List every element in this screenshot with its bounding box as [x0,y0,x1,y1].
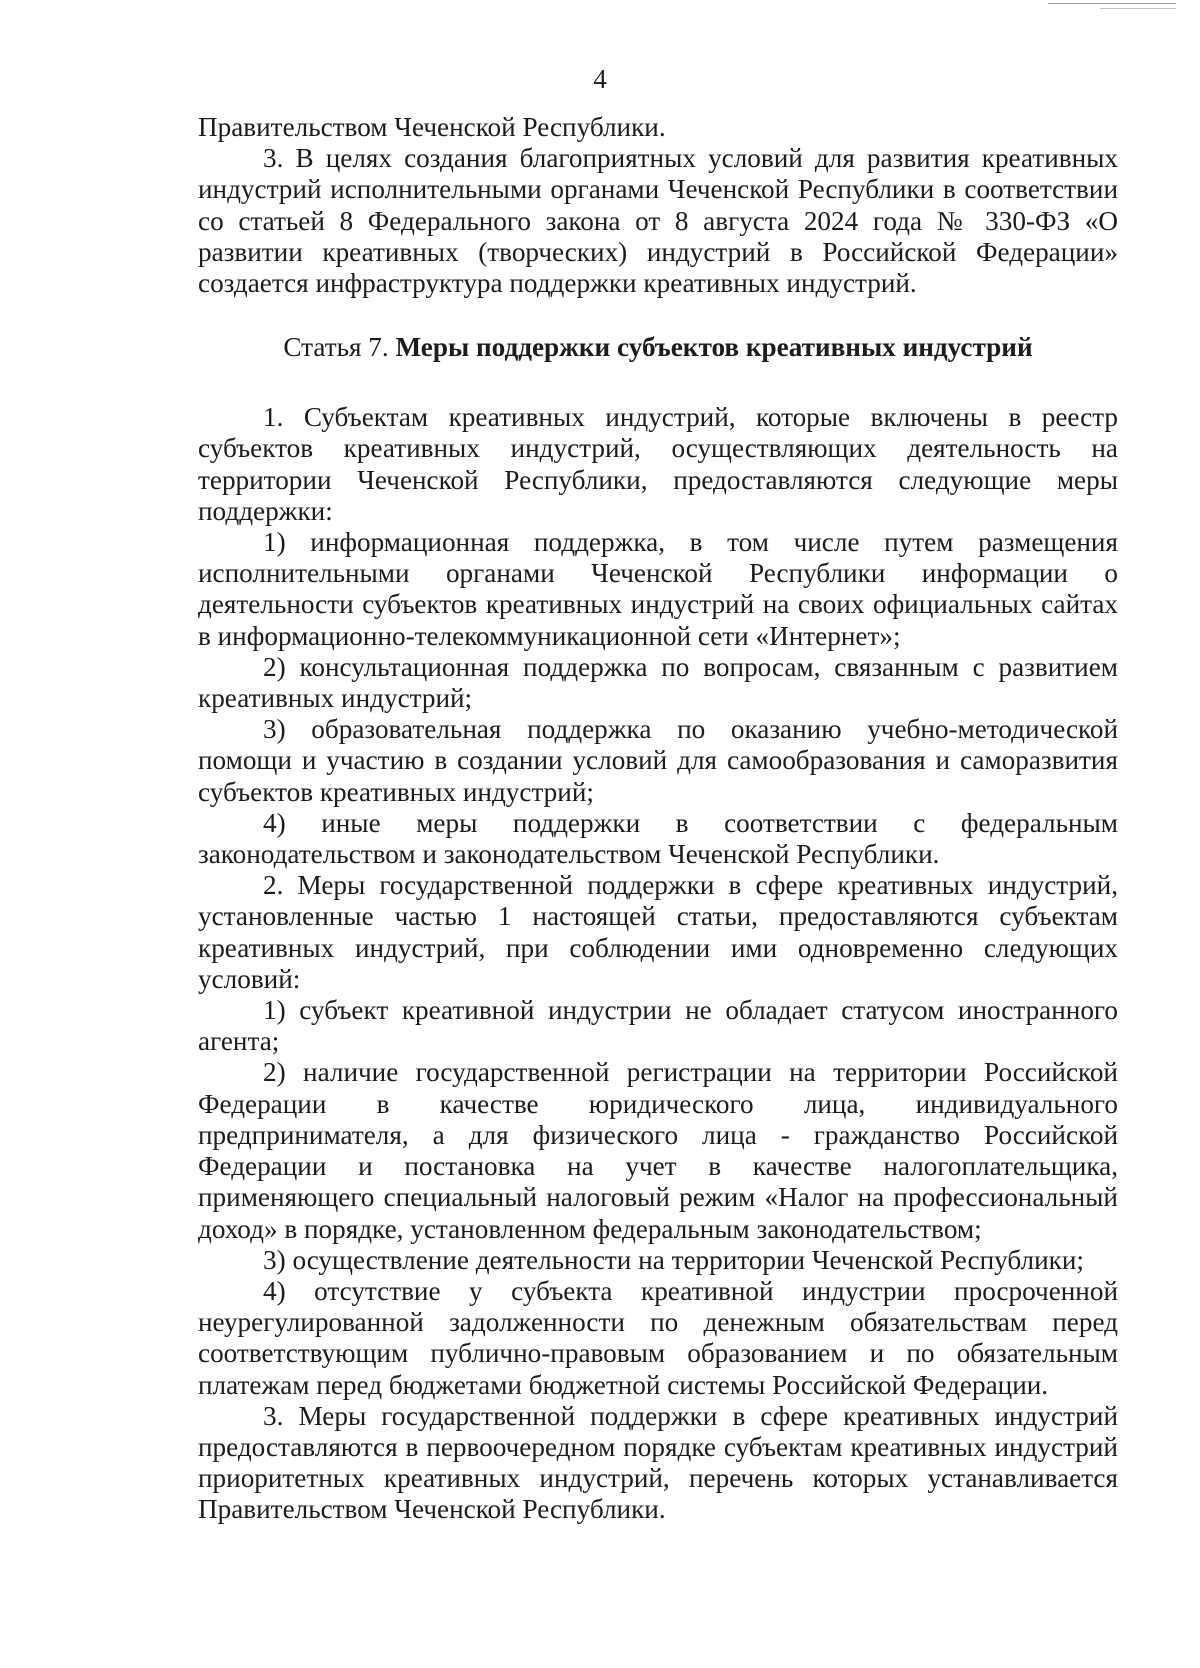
part-1-item-2: 2) консультационная поддержка по вопросам, связанным с развитием креативных индустрий; [198,651,1118,714]
part-1-item-4: 4) иные меры поддержки в соответствии с федеральным законодательством и законодательством Чеченской Республики. [198,807,1118,870]
document-body [198,112,1118,1526]
part-2-item-2: 2) наличие государственной регистрации на территории Российской Федерации в качестве юридического лица, индивидуального предпринимателя, а для физического лица - гражданство Российской Федерации и постановка на учет в качестве налогоплательщика, применяющего специальный налоговый режим «Налог на профессиональный доход» в порядке, установленном федеральным законодательством; [198,1057,1118,1244]
page-number: 4 [593,64,607,94]
scan-edge-line-secondary [1100,8,1176,9]
article-title: Меры поддержки субъектов креативных индустрий [395,332,1033,363]
intro-continuation: Правительством Чеченской Республики. [198,112,666,142]
scan-edge-line [1048,3,1176,4]
part-2-item-3: 3) осуществление деятельности на территории Чеченской Республики; [263,1244,1084,1275]
part-2-item-4: 4) отсутствие у субъекта креативной индустрии просроченной неурегулированной задолженности по денежным обязательствам перед соответствующим публично-правовым образованием и по обязательным платежам перед бюджетами бюджетной системы Российской Федерации. [198,1275,1118,1400]
part-3-text: 3. Меры государственной поддержки в сфере креативных индустрий предоставляются в первоочередном порядке субъектам креативных индустрий приоритетных креативных индустрий, перечень которых устанавливается Правительством Чеченской Республики. [198,1400,1118,1525]
clause-3-prev: 3. В целях создания благоприятных условий для развития креативных индустрий исполнительными органами Чеченской Республики в соответствии со статьей 8 Федерального закона от 8 августа 2024 года № 330-ФЗ «О развитии креативных (творческих) индустрий в Российской Федерации» создается инфраструктура поддержки креативных индустрий. [198,143,1118,299]
part-1-item-3: 3) образовательная поддержка по оказанию учебно-методической помощи и участию в создании условий для самообразования и саморазвития субъектов креативных индустрий; [198,714,1118,807]
part-1-intro: 1. Субъектам креативных индустрий, которые включены в реестр субъектов креативных индустрий, осуществляющих деятельность на территории Чеченской Республики, предоставляются следующие меры поддержки: [198,402,1118,526]
part-2-intro: 2. Меры государственной поддержки в сфере креативных индустрий, установленные частью 1 настоящей статьи, предоставляются субъектам креативных индустрий, при соблюдении ими одновременно следующих условий: [198,870,1118,994]
part-2-item-1: 1) субъект креативной индустрии не обладает статусом иностранного агента; [198,995,1118,1057]
article-label: Статья 7. [283,332,389,363]
part-1-item-1: 1) информационная поддержка, в том числе путем размещения исполнительными органами Чеченской Республики информации о деятельности субъектов креативных индустрий на своих официальных сайтах в информационно-телекоммуникационной сети «Интернет»; [198,527,1118,651]
article-heading [198,331,1118,364]
